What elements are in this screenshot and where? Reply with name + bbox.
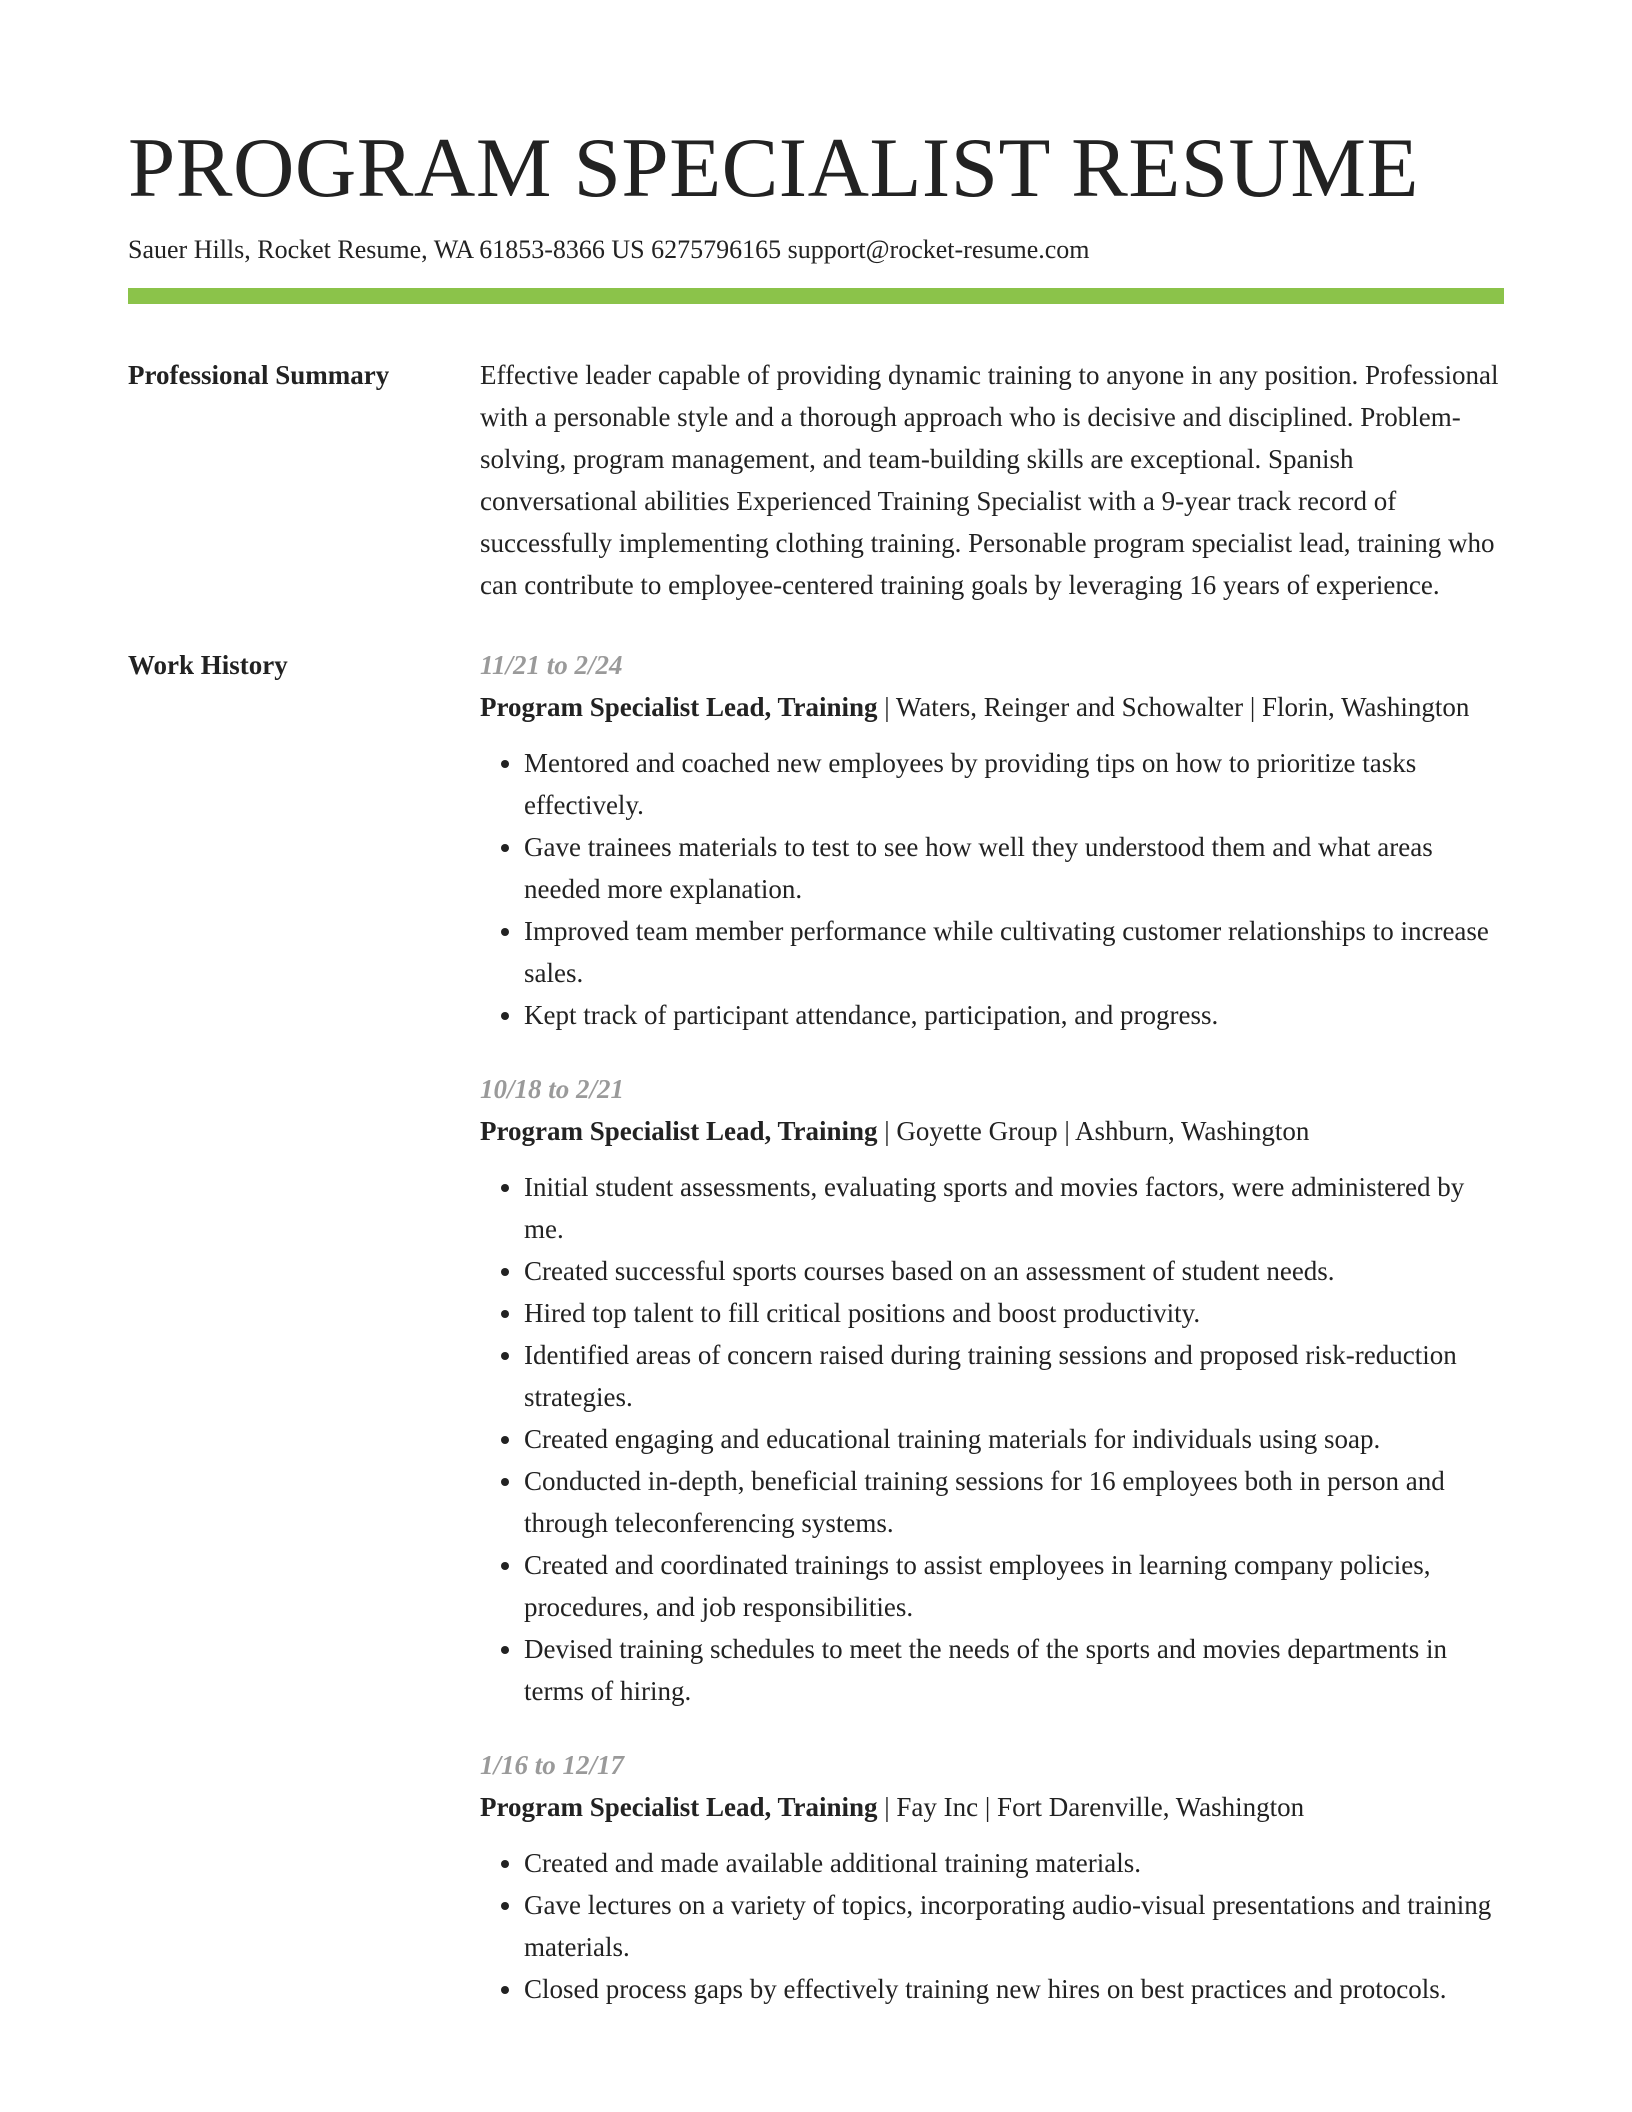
job-title: Program Specialist Lead, Training	[480, 1792, 878, 1822]
job-bullets	[480, 1166, 1504, 1712]
job-bullet: • Improved team member performance while cultivating customer relationships to increase sales.	[524, 910, 1504, 994]
job-bullet: • Closed process gaps by effectively training new hires on best practices and protocols.	[524, 1968, 1504, 2010]
job-heading	[480, 1110, 1504, 1152]
job-heading	[480, 1786, 1504, 1828]
job-bullet: • Created engaging and educational training materials for individuals using soap.	[524, 1418, 1504, 1460]
job-dates: 10/18 to 2/21	[480, 1074, 625, 1104]
resume-title: PROGRAM SPECIALIST RESUME	[128, 121, 1419, 215]
job-bullet: • Created successful sports courses based on an assessment of student needs.	[524, 1250, 1504, 1292]
contact-line	[128, 232, 1504, 268]
resume-page	[128, 118, 1504, 2042]
section-body	[480, 354, 1504, 606]
job-title: Program Specialist Lead, Training	[480, 692, 878, 722]
job-dates: 11/21 to 2/24	[480, 650, 623, 680]
job-bullet: • Conducted in-depth, beneficial training sessions for 16 employees both in person and through teleconferencing systems.	[524, 1460, 1504, 1544]
job-title: Program Specialist Lead, Training	[480, 1116, 878, 1146]
work-history-list	[480, 644, 1504, 2042]
job-details: | Goyette Group | Ashburn, Washington	[877, 1116, 1310, 1146]
contact-email: support@rocket-resume.com	[787, 235, 1090, 264]
job-bullet: • Initial student assessments, evaluating sports and movies factors, were administered by me.	[524, 1166, 1504, 1250]
header-divider	[128, 288, 1504, 304]
summary-text: Effective leader capable of providing dynamic training to anyone in any position. Professional with a personable style and a thorough approach who is decisive and disciplined. Problem-solving, program management, and team-building skills are exceptional. Spanish conversational abilities Experienced Training Specialist with a 9-year track record of successfully implementing clothing training. Personable program specialist lead, training who can contribute to employee-centered training goals by leveraging 16 years of experience.	[480, 360, 1499, 600]
job-bullet: • Gave lectures on a variety of topics, incorporating audio-visual presentations and training materials.	[524, 1884, 1504, 1968]
job-bullet: • Created and coordinated trainings to assist employees in learning company policies, procedures, and job responsibilities.	[524, 1544, 1504, 1628]
job-bullet: • Devised training schedules to meet the needs of the sports and movies departments in terms of hiring.	[524, 1628, 1504, 1712]
contact-address: Sauer Hills, Rocket Resume, WA 61853-8366 US	[128, 235, 645, 264]
job-bullets	[480, 742, 1504, 1036]
job-bullet: • Identified areas of concern raised during training sessions and proposed risk-reduction strategies.	[524, 1334, 1504, 1418]
section-work-history	[128, 644, 1504, 2042]
contact-phone: 6275796165	[651, 235, 782, 264]
job-bullet: • Mentored and coached new employees by providing tips on how to prioritize tasks effectively.	[524, 742, 1504, 826]
job-dates: 1/16 to 12/17	[480, 1750, 625, 1780]
section-title: Professional Summary	[128, 360, 390, 390]
job-details: | Waters, Reinger and Schowalter | Florin, Washington	[877, 692, 1470, 722]
job-bullet: • Hired top talent to fill critical positions and boost productivity.	[524, 1292, 1504, 1334]
job-entry	[480, 1744, 1504, 2010]
job-heading	[480, 686, 1504, 728]
job-bullet: • Kept track of participant attendance, participation, and progress.	[524, 994, 1504, 1036]
job-entry	[480, 644, 1504, 1036]
job-entry	[480, 1068, 1504, 1712]
section-title: Work History	[128, 650, 288, 680]
section-professional-summary	[128, 354, 1504, 606]
job-bullet: • Gave trainees materials to test to see how well they understood them and what areas needed more explanation.	[524, 826, 1504, 910]
job-bullet: • Created and made available additional training materials.	[524, 1842, 1504, 1884]
job-details: | Fay Inc | Fort Darenville, Washington	[877, 1792, 1305, 1822]
job-bullets	[480, 1842, 1504, 2010]
